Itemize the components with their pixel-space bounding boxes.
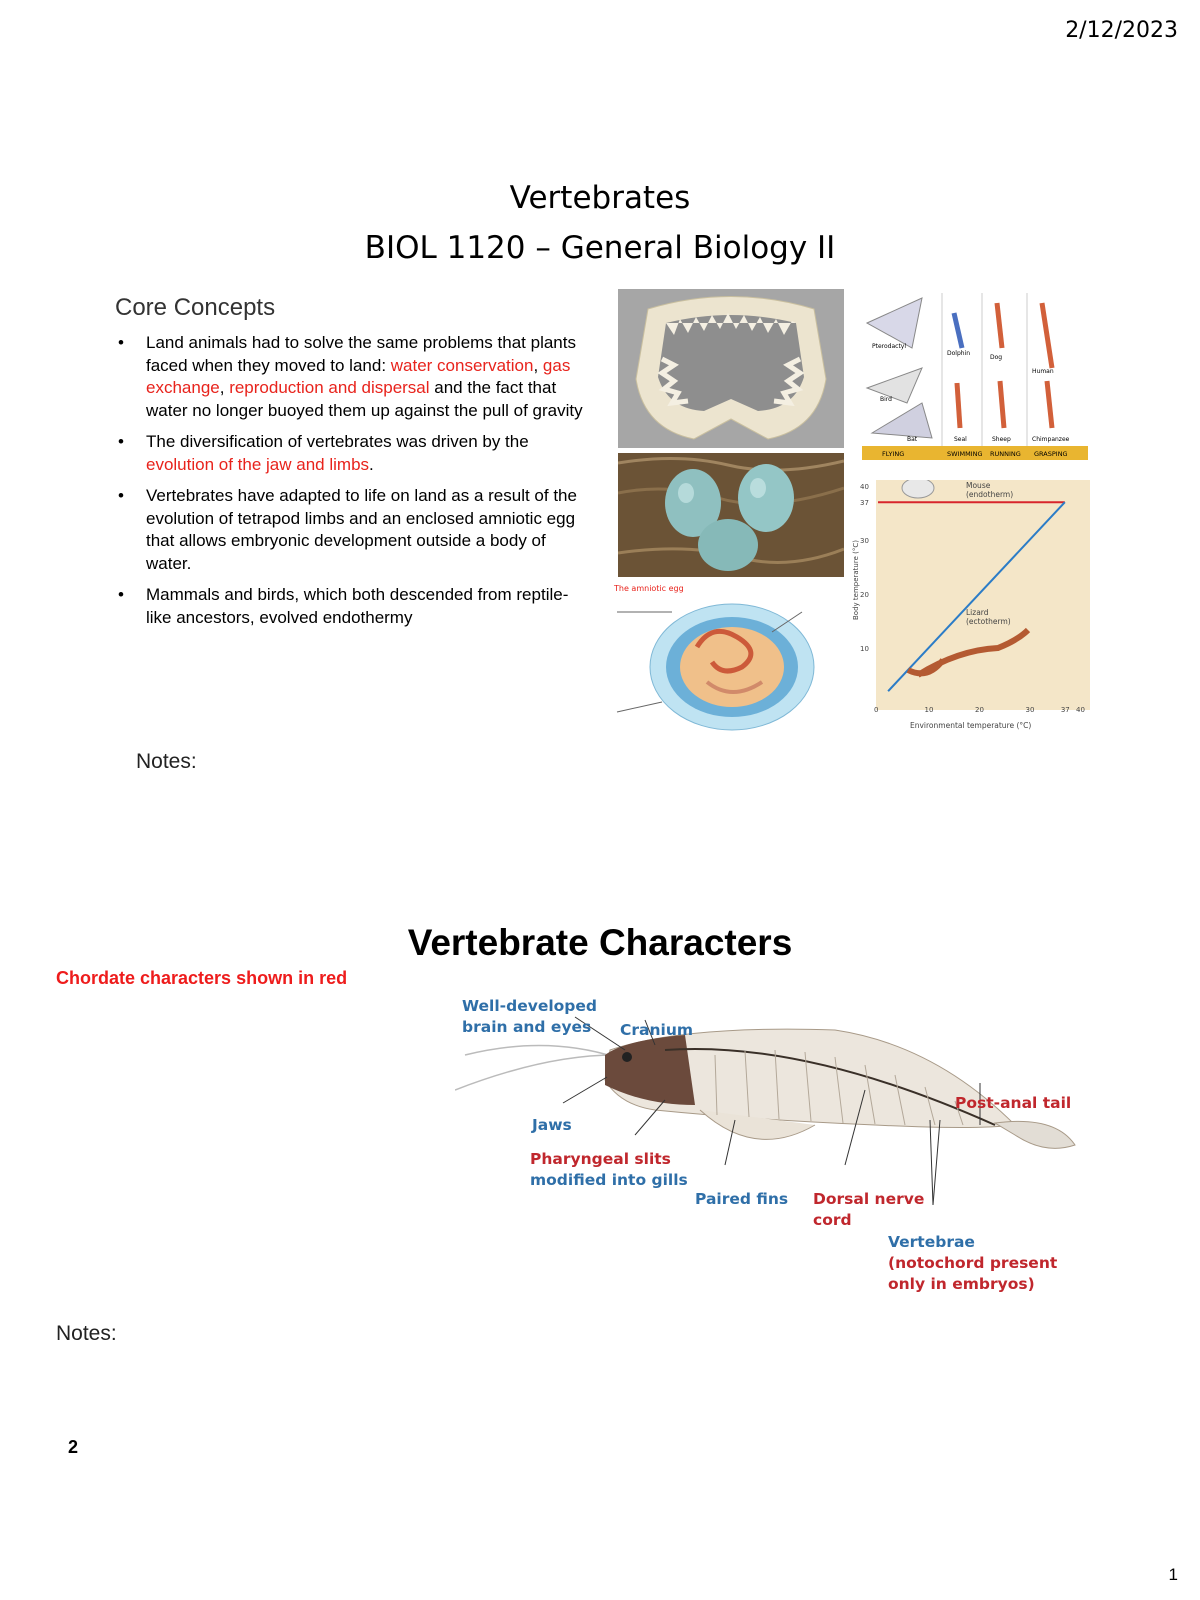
bullet-2: • The diversification of vertebrates was driven by the evolution of the jaw and limbs. <box>118 431 583 476</box>
label-jaws: Jaws <box>532 1116 572 1134</box>
graph-xtick: 30 <box>1025 706 1035 714</box>
label-cranium: Cranium <box>620 1021 694 1039</box>
highlight-gas-exchange: gas exchange <box>146 355 571 397</box>
graph-ytick: 30 <box>860 537 869 545</box>
limb-label-human: Human <box>1032 368 1054 375</box>
graph-mouse-sub: (endotherm) <box>966 490 1014 499</box>
graph-lizard-sub: (ectotherm) <box>966 617 1011 626</box>
core-concepts-list <box>118 332 583 638</box>
highlight-water-conservation: water conservation <box>390 355 534 375</box>
label-pharyngeal-1: Pharyngeal slits <box>530 1150 671 1168</box>
limb-bar-grasping: GRASPING <box>1034 450 1068 458</box>
graph-mouse-label: Mouse <box>966 481 991 490</box>
page-date: 2/12/2023 <box>1065 18 1178 43</box>
limb-label-dog: Dog <box>990 354 1003 361</box>
label-vertebrae-3: only in embryos) <box>888 1275 1035 1293</box>
shark-jaw-image <box>618 289 844 448</box>
bullet-3: • Vertebrates have adapted to life on land as a result of the evolution of tetrapod limbs and an enclosed amniotic egg that allows embryonic development outside a body of water. <box>118 485 583 575</box>
label-paired-fins: Paired fins <box>695 1190 789 1208</box>
slide1-notes-label: Notes: <box>136 750 197 773</box>
label-dorsal-nerve-1: Dorsal nerve <box>813 1190 925 1208</box>
vertebrate-fish-diagram <box>455 995 1095 1295</box>
label-dorsal-nerve-2: cord <box>813 1211 852 1229</box>
limb-bar-swimming: SWIMMING <box>947 450 983 458</box>
highlight-reproduction: reproduction and dispersal <box>229 378 430 397</box>
limb-bar-running: RUNNING <box>990 450 1021 458</box>
limb-bar-flying: FLYING <box>882 450 905 458</box>
slide2-title: Vertebrate Characters <box>407 922 793 963</box>
slide2-page-number: 2 <box>68 1437 79 1457</box>
eggs-nest-image <box>618 453 844 577</box>
slide1-subtitle: BIOL 1120 – General Biology II <box>364 230 836 266</box>
graph-lizard-label: Lizard <box>966 608 989 617</box>
limb-label-dolphin: Dolphin <box>947 350 971 357</box>
label-vertebrae-1: Vertebrae <box>888 1233 975 1251</box>
graph-xtick: 0 <box>874 706 879 714</box>
amniotic-egg-diagram <box>612 582 844 735</box>
limb-label-chimpanzee: Chimpanzee <box>1032 436 1070 443</box>
graph-xtick: 37 <box>1060 706 1070 714</box>
limb-homology-image <box>862 293 1088 466</box>
label-vertebrae-2: (notochord present <box>888 1254 1058 1272</box>
graph-ytick: 37 <box>860 499 869 508</box>
label-brain-eyes-1: Well-developed <box>462 997 598 1015</box>
limb-label-pterodactyl: Pterodactyl <box>872 343 907 350</box>
label-post-anal-tail: Post-anal tail <box>955 1094 1072 1112</box>
core-concepts-heading: Core Concepts <box>115 294 276 321</box>
body-temperature-graph <box>848 480 1090 735</box>
graph-xlabel: Environmental temperature (°C) <box>910 721 1032 730</box>
limb-label-seal: Seal <box>954 436 967 443</box>
graph-ytick: 40 <box>860 483 869 491</box>
page-number: 1 <box>1168 1565 1178 1584</box>
graph-ylabel: Body temperature (°C) <box>852 540 860 620</box>
label-pharyngeal-2: modified into gills <box>530 1171 688 1189</box>
limb-label-bat: Bat <box>907 436 918 443</box>
highlight-jaw-limbs: evolution of the jaw and limbs <box>146 454 370 474</box>
chordate-note: Chordate characters shown in red <box>56 968 348 988</box>
graph-xtick: 20 <box>975 706 984 714</box>
egg-diagram-title: The amniotic egg <box>614 584 684 593</box>
bullet-4: • Mammals and birds, which both descended from reptile-like ancestors, evolved endothermy <box>118 584 583 629</box>
graph-ytick: 20 <box>860 591 869 599</box>
slide2-notes-label: Notes: <box>56 1322 117 1345</box>
graph-xtick: 10 <box>924 706 934 714</box>
limb-label-bird: Bird <box>880 396 892 403</box>
label-brain-eyes-2: brain and eyes <box>462 1018 592 1036</box>
graph-xtick: 40 <box>1076 706 1085 714</box>
limb-label-sheep: Sheep <box>992 436 1011 443</box>
graph-ytick: 10 <box>860 645 869 653</box>
bullet-1: • Land animals had to solve the same problems that plants faced when they moved to land: water conservation, gas exchange, reproduction and dispersal and the fact that water no longer buoyed them up against the pull of gravity <box>118 332 583 422</box>
slide1-title: Vertebrates <box>509 180 691 216</box>
